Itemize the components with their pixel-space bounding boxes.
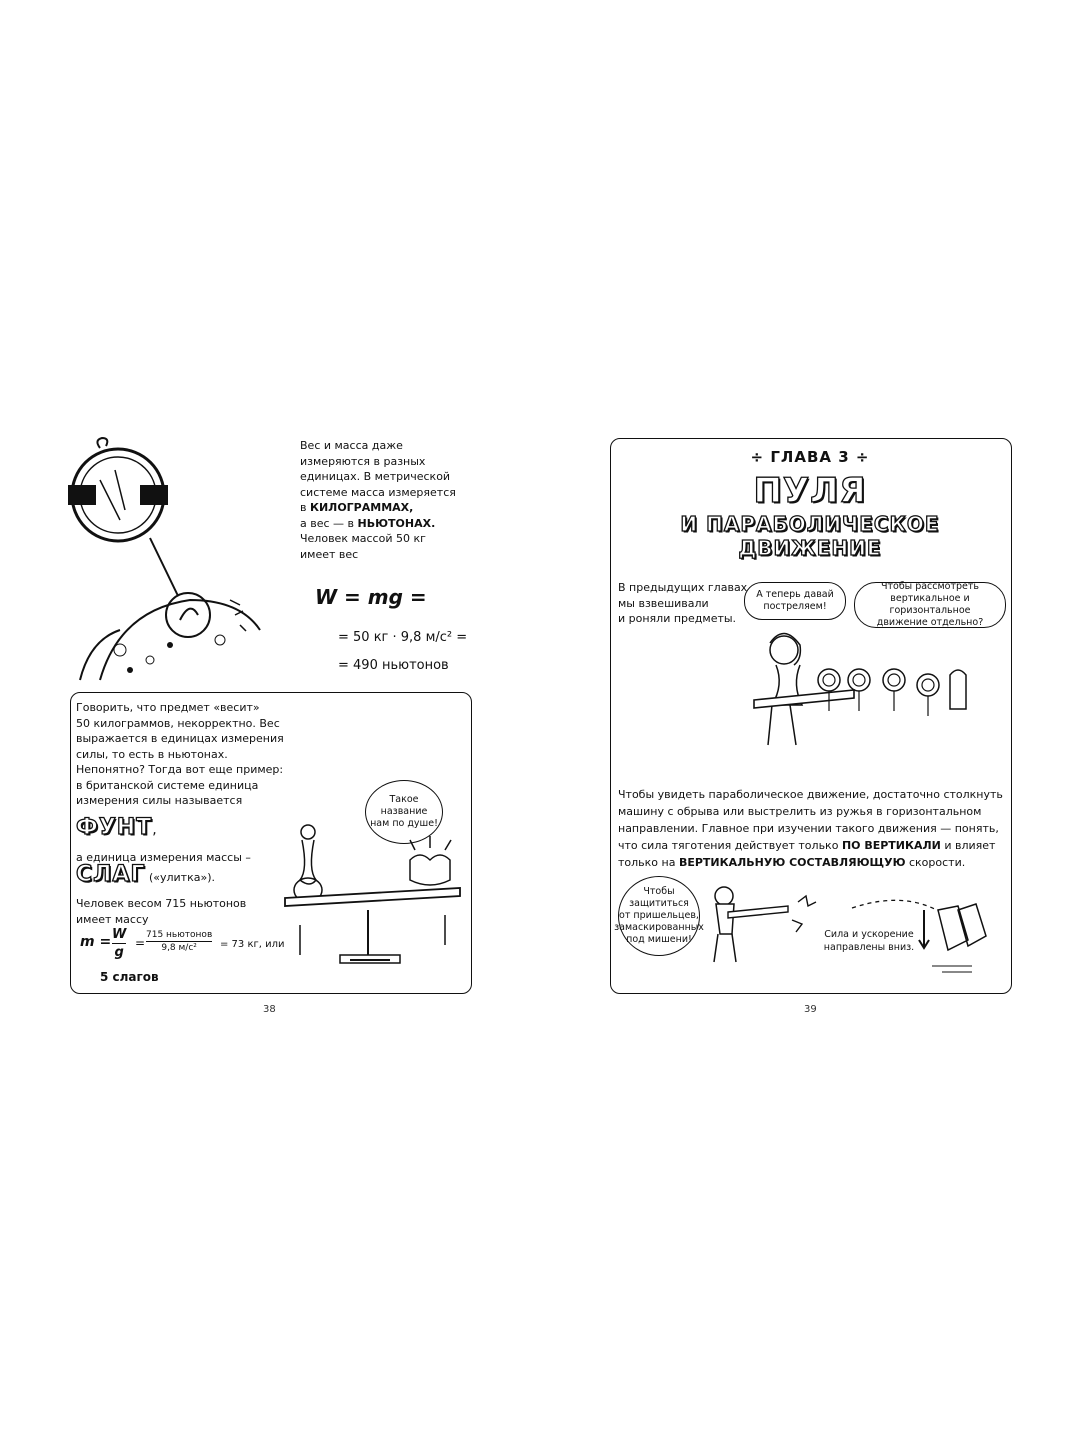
chapter-ornament-left: ÷ [750, 448, 771, 466]
force-note: Сила и ускорение направлены вниз. [823, 929, 915, 953]
formula-fraction: 715 ньютонов 9,8 м/с² [146, 930, 213, 953]
speech-bubble-name: Такое название нам по душе! [365, 780, 443, 844]
chapter-ornament-right: ÷ [849, 448, 870, 466]
chapter-title-2: И ПАРАБОЛИЧЕСКОЕ [680, 512, 940, 536]
person-text: Человек весом 715 ньютонов имеет массу [76, 897, 247, 926]
formula-line-2: = 50 кг · 9,8 м/с² = [338, 630, 468, 645]
chapter-intro: В предыдущих главах мы взвешивали и роняли предметы. [618, 581, 748, 625]
word-slag: СЛАГ [76, 862, 146, 887]
intro-text: Вес и масса даже измеряются в разных единицах. В метрической системе масса измеряется в КИЛОГРАММАХ, а вес — в НЬЮТОНАХ. Человек массой 50 кг имеет вес [300, 439, 456, 561]
chapter-label: ÷ ГЛАВА 3 ÷ [750, 448, 870, 466]
page-number-left: 38 [263, 1004, 276, 1015]
chapter-title-3: ДВИЖЕНИЕ [738, 536, 882, 560]
box-text: Говорить, что предмет «весит» 50 килограммов, некорректно. Вес выражается в единицах измерения силы, то есть в ньютонах. Непонятно? Тогда вот еще пример: в британской системе единица измерения силы называется [76, 701, 284, 807]
formula-w-over-g: $\frac{W}{g}$ [112, 927, 127, 960]
page-number-right: 39 [804, 1004, 817, 1015]
formula-slags: 5 слагов [100, 970, 159, 984]
formula-result: = 73 кг, или [220, 939, 285, 950]
left-page [60, 430, 490, 1030]
formula-weight: W = mg = [315, 585, 427, 609]
speech-bubble-question: Чтобы рассмотреть вертикальное и горизонтальное движение отдельно? [854, 582, 1006, 628]
chapter-paragraph: Чтобы увидеть параболическое движение, достаточно столкнуть машину с обрыва или выстрелить из ружья в горизонтальном направлении. Главное при изучении такого движения — понять, что сила тяготения действует только ПО ВЕРТИКАЛИ и влияет только на ВЕРТИКАЛЬНУЮ СОСТАВЛЯЮЩУЮ скорости. [618, 788, 1003, 869]
speech-bubble-shoot: А теперь давай постреляем! [744, 582, 846, 620]
speech-bubble-aliens: Чтобы защититься от пришельцев, замаскированных под мишени! [618, 876, 700, 956]
formula-m: m = [80, 934, 112, 950]
mass-unit-line: а единица измерения массы – [76, 851, 251, 864]
right-page [604, 430, 1034, 1030]
formula-equals: = [135, 936, 146, 950]
word-funt: ФУНТ [76, 815, 153, 840]
formula-line-3: = 490 ньютонов [338, 658, 449, 673]
balance-illustration [280, 820, 470, 970]
word-slag-line: СЛАГ («улитка»). [76, 862, 215, 887]
word-funt-line: ФУНТ, [76, 815, 157, 840]
chapter-title-1: ПУЛЯ [753, 471, 867, 511]
scale-moon-illustration [60, 440, 260, 680]
girl-targets-illustration [754, 625, 994, 765]
